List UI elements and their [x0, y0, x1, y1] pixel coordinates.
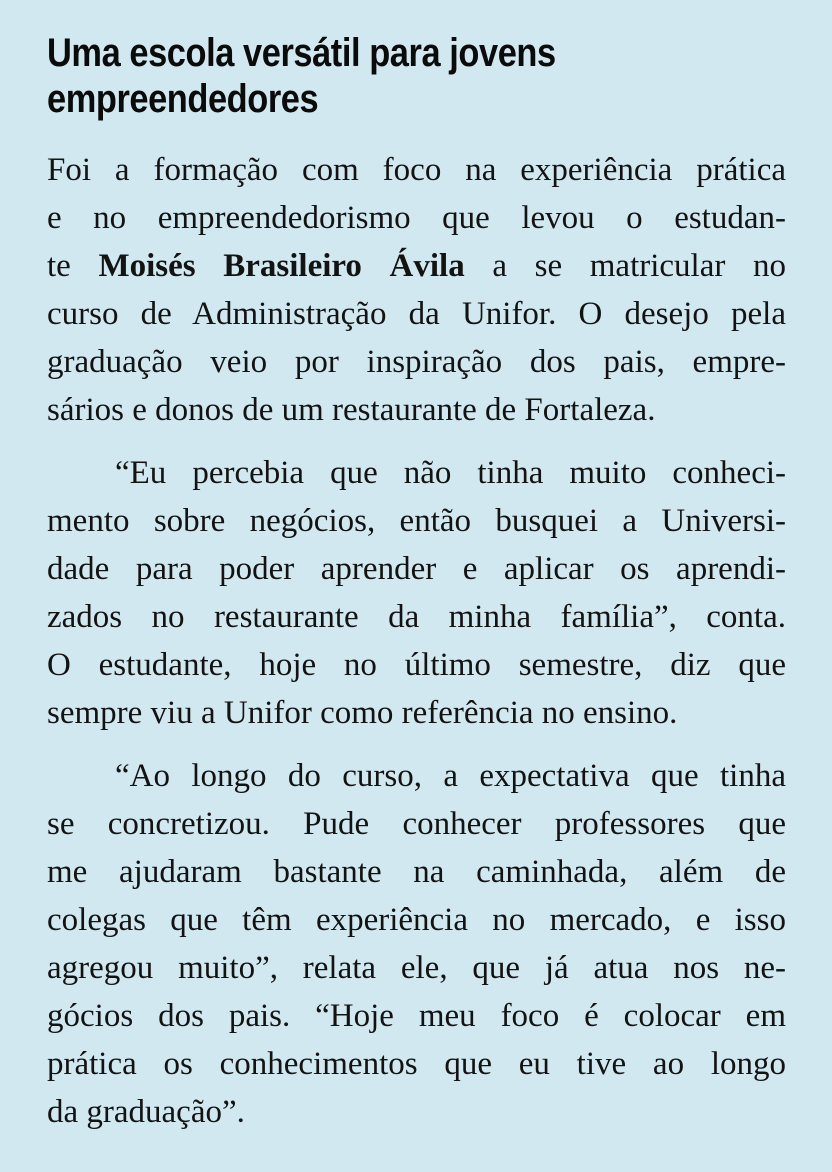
text-line [47, 1088, 786, 1136]
text-segment: a se matricular no [464, 248, 786, 284]
text-line [47, 242, 786, 290]
text-segment: “Ao longo do curso, a expectativa que tinha [115, 758, 786, 794]
paragraph [47, 146, 786, 434]
text-line [47, 1040, 786, 1088]
text-line [47, 290, 786, 338]
text-line [47, 800, 786, 848]
text-line [47, 752, 786, 800]
text-line [47, 386, 786, 434]
text-segment: Foi a formação com foco na experiência prática [47, 152, 786, 188]
paragraph [47, 752, 786, 1136]
text-segment: zados no restaurante da minha família”, conta. [47, 599, 786, 635]
text-segment: “Eu percebia que não tinha muito conheci- [115, 455, 786, 491]
text-segment: me ajudaram bastante na caminhada, além de [47, 854, 786, 890]
text-line [47, 641, 786, 689]
text-segment: e no empreendedorismo que levou o estudan- [47, 200, 786, 236]
text-line [47, 497, 786, 545]
text-segment: prática os conhecimentos que eu tive ao longo [47, 1046, 786, 1082]
text-line [47, 194, 786, 242]
text-line [47, 146, 786, 194]
text-segment: sários e donos de um restaurante de Fortaleza. [47, 392, 656, 428]
article-title [47, 30, 786, 122]
text-segment: mento sobre negócios, então busquei a Universi- [47, 503, 786, 539]
article-title-line-2: empreendedores [47, 77, 319, 121]
text-line [47, 449, 786, 497]
text-line [47, 338, 786, 386]
text-line [47, 593, 786, 641]
text-segment: da graduação”. [47, 1094, 245, 1130]
text-segment: agregou muito”, relata ele, que já atua nos ne- [47, 950, 786, 986]
paragraph [47, 449, 786, 737]
text-segment: te [47, 248, 99, 284]
text-line [47, 848, 786, 896]
text-segment: colegas que têm experiência no mercado, e isso [47, 902, 786, 938]
article-body [47, 146, 786, 1136]
text-segment: sempre viu a Unifor como referência no ensino. [47, 695, 678, 731]
text-line [47, 896, 786, 944]
text-segment: se concretizou. Pude conhecer professores que [47, 806, 786, 842]
text-segment: O estudante, hoje no último semestre, diz que [47, 647, 786, 683]
highlighted-name: Moisés Brasileiro Ávila [98, 248, 465, 284]
text-segment: gócios dos pais. “Hoje meu foco é colocar em [47, 998, 786, 1034]
text-line [47, 545, 786, 593]
text-line [47, 944, 786, 992]
text-segment: graduação veio por inspiração dos pais, empre- [47, 344, 786, 380]
article-title-line-1: Uma escola versátil para jovens [47, 31, 556, 75]
text-segment: dade para poder aprender e aplicar os aprendi- [47, 551, 786, 587]
text-line [47, 992, 786, 1040]
text-line [47, 689, 786, 737]
text-segment: curso de Administração da Unifor. O desejo pela [47, 296, 786, 332]
